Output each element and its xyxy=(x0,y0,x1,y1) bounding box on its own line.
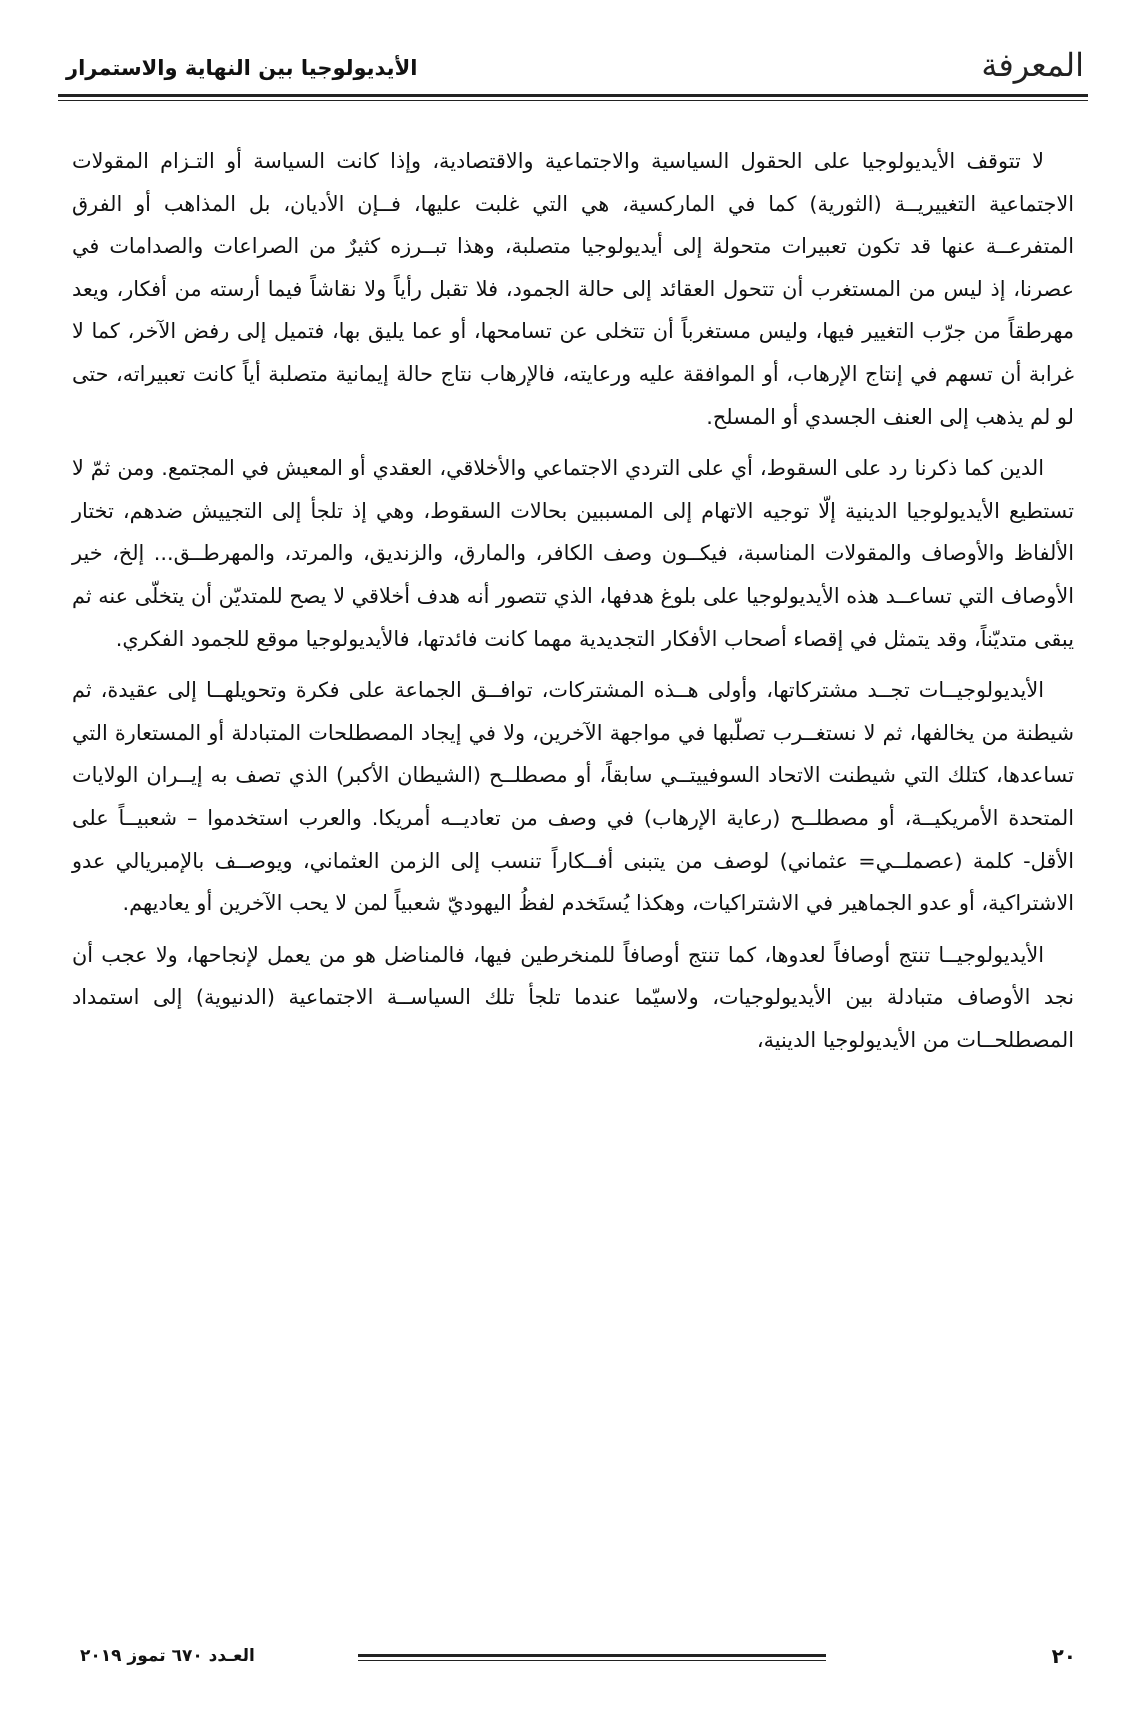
paragraph-3: الأيديولوجيــات تجــد مشتركاتها، وأولى هــذه المشتركات، توافــق الجماعة على فكرة وتحويلهــا إلى عقيدة، ثم شيطنة من يخالفها، ثم لا نستغــرب تصلّبها في مواجهة الآخرين، ولا في إيجاد المصطلحات المتبادلة أو المستعارة التي تساعدها، كتلك التي شيطنت الاتحاد السوفييتــي سابقاً، أو مصطلــح (الشيطان الأكبر) الذي تصف به إيــران الولايات المتحدة الأمريكيــة، أو مصطلــح (رعاية الإرهاب) في وصف من تعاديــه أمريكا. والعرب استخدموا – شعبيــاً على الأقل- كلمة (عصملــي= عثماني) لوصف من يتبنى أفــكاراً تنسب إلى الزمن العثماني، ويوصــف بالإمبريالي عدو الاشتراكية، أو عدو الجماهير في الاشتراكيات، وهكذا يُستَخدم لفظُ اليهوديّ شعبياً لمن لا يحب الآخرين أو يعاديهم. xyxy=(72,678,1074,916)
paragraph-2: الدين كما ذكرنا رد على السقوط، أي على التردي الاجتماعي والأخلاقي، العقدي أو المعيش في المجتمع. ومن ثمّ لا تستطيع الأيديولوجيا الدينية إلّا توجيه الاتهام إلى المسببين بحالات السقوط، وهي إذ تلجأ إلى التجييش ضدهم، تختار الألفاظ والأوصاف والمقولات المناسبة، فيكــون وصف الكافر، والمارق، والزنديق، والمرتد، والمهرطــق... إلخ، خير الأوصاف التي تساعــد هذه الأيديولوجيا على بلوغ هدفها، الذي تتصور أنه هدف أخلاقي لا يصح للمتديّن أن يتخلّى عنه ثم يبقى متديّناً، وقد يتمثل في إقصاء أصحاب الأفكار التجديدية مهما كانت فائدتها، فالأيديولوجيا موقع للجمود الفكري. xyxy=(72,456,1074,651)
issue-info: العـدد ٦٧٠ تموز ٢٠١٩ xyxy=(80,1646,255,1666)
header-rule-thin xyxy=(58,100,1088,101)
article-body xyxy=(72,140,1074,1070)
paragraph-1: لا تتوقف الأيديولوجيا على الحقول السياسية والاجتماعية والاقتصادية، وإذا كانت السياسة أو التـزام المقولات الاجتماعية التغييريــة (الثورية) كما في الماركسية، هي التي غلبت عليها، فــإن الأديان، بل المذاهب أو الفرق المتفرعــة عنها قد تكون تعبيرات متحولة إلى أيديولوجيا متصلبة، وهذا تبــرزه كثيرٌ من الصراعات والصدامات في عصرنا، إذ ليس من المستغرب أن تتحول العقائد إلى حالة الجمود، فلا تقبل رأياً ولا نقاشاً فيما أرسته من أفكار، ويعد مهرطقاً من جرّب التغيير فيها، وليس مستغرباً أن تتخلى عن تسامحها، أو عما يليق بها، فتميل إلى رفض الآخر، كما لا غرابة أن تسهم في إنتاج الإرهاب، أو الموافقة عليه ورعايته، فالإرهاب نتاج حالة إيمانية متصلبة أياً كانت تعبيراته، حتى لو لم يذهب إلى العنف الجسدي أو المسلح. xyxy=(72,149,1074,429)
header-rule-thick xyxy=(58,94,1088,97)
magazine-logo: المعرفة xyxy=(981,46,1084,84)
footer-rule-thin xyxy=(358,1660,826,1661)
running-title: الأيديولوجيا بين النهاية والاستمرار xyxy=(66,56,418,80)
paragraph-4: الأيديولوجيــا تنتج أوصافاً لعدوها، كما تنتج أوصافاً للمنخرطين فيها، فالمناضل هو من يعمل لإنجاحها، ولا عجب أن نجد الأوصاف متبادلة بين الأيديولوجيات، ولاسيّما عندما تلجأ تلك السياســة الاجتماعية (الدنيوية) إلى استمداد المصطلحــات من الأيديولوجيا الدينية، xyxy=(72,942,1074,1052)
page-header xyxy=(58,42,1088,92)
footer-rule-thick xyxy=(358,1654,826,1657)
page-footer xyxy=(58,1640,1088,1680)
page-number: ٢٠ xyxy=(1051,1644,1076,1668)
